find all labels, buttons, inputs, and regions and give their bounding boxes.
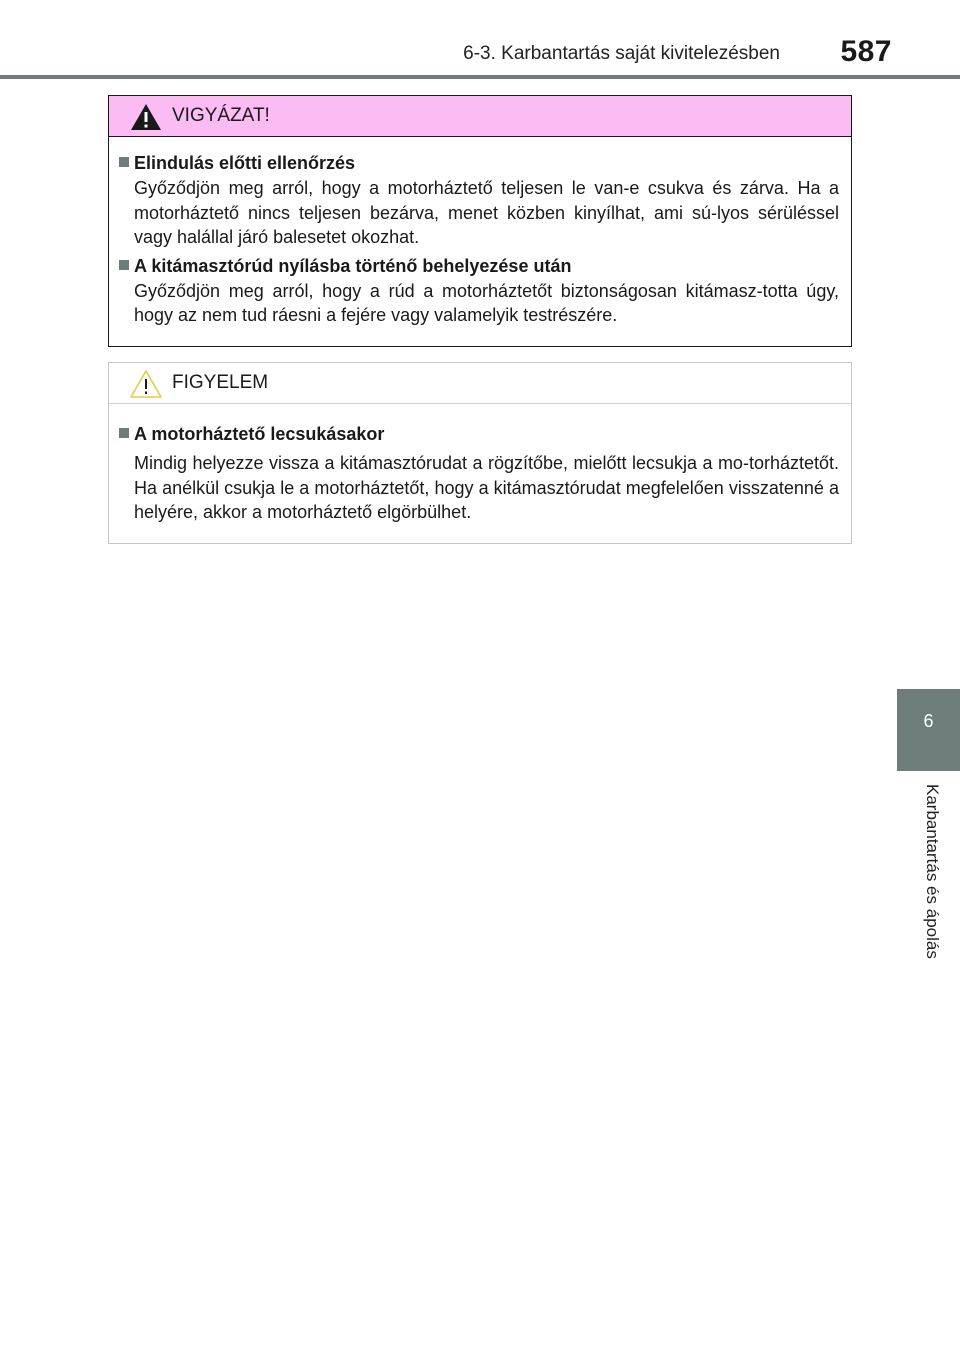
warning-item (119, 151, 839, 250)
bullet-square-icon (119, 428, 129, 438)
warning-item-text: Győződjön meg arról, hogy a motorháztető teljesen le van-e csukva és zárva. Ha a motorháztető nincs teljesen bezárva, menet közben kinyílhat, ami sú-lyos sérüléssel vagy halállal járó balesetet okozhat. (134, 178, 839, 247)
warning-item-title: Elindulás előtti ellenőrzés (134, 153, 356, 173)
caution-item (119, 422, 839, 525)
page-number: 587 (840, 35, 892, 68)
caution-triangle-icon (129, 369, 163, 399)
bullet-square-icon (119, 260, 129, 270)
header-divider (0, 75, 960, 79)
chapter-tab (897, 689, 960, 771)
warning-title: VIGYÁZAT! (172, 105, 270, 126)
page-header (0, 0, 960, 80)
chapter-title: Karbantartás és ápolás (923, 784, 942, 959)
chapter-number: 6 (923, 711, 934, 731)
warning-item (119, 254, 839, 328)
warning-triangle-icon (129, 102, 163, 132)
caution-header (109, 363, 851, 404)
caution-box (108, 362, 852, 544)
warning-box (108, 95, 852, 347)
section-title: 6-3. Karbantartás saját kivitelezésben (463, 43, 780, 64)
warning-item-text: Győződjön meg arról, hogy a rúd a motorháztetőt biztonságosan kitámasz-totta úgy, hogy az nem tud ráesni a fejére vagy valamelyik testrészére. (134, 280, 839, 325)
caution-title: FIGYELEM (172, 372, 269, 393)
bullet-square-icon (119, 157, 129, 167)
caution-item-text: Mindig helyezze vissza a kitámasztórudat a rögzítőbe, mielőtt lecsukja a mo-torháztetőt. Ha anélkül csukja le a motorháztetőt, hogy a kitámasztórudat megfelelően visszatenné a helyére, akkor a motorháztető elgörbülhet. (134, 453, 839, 522)
caution-item-title: A motorháztető lecsukásakor (134, 424, 385, 444)
warning-header (109, 96, 851, 137)
warning-item-title: A kitámasztórúd nyílásba történő behelyezése után (134, 255, 572, 276)
